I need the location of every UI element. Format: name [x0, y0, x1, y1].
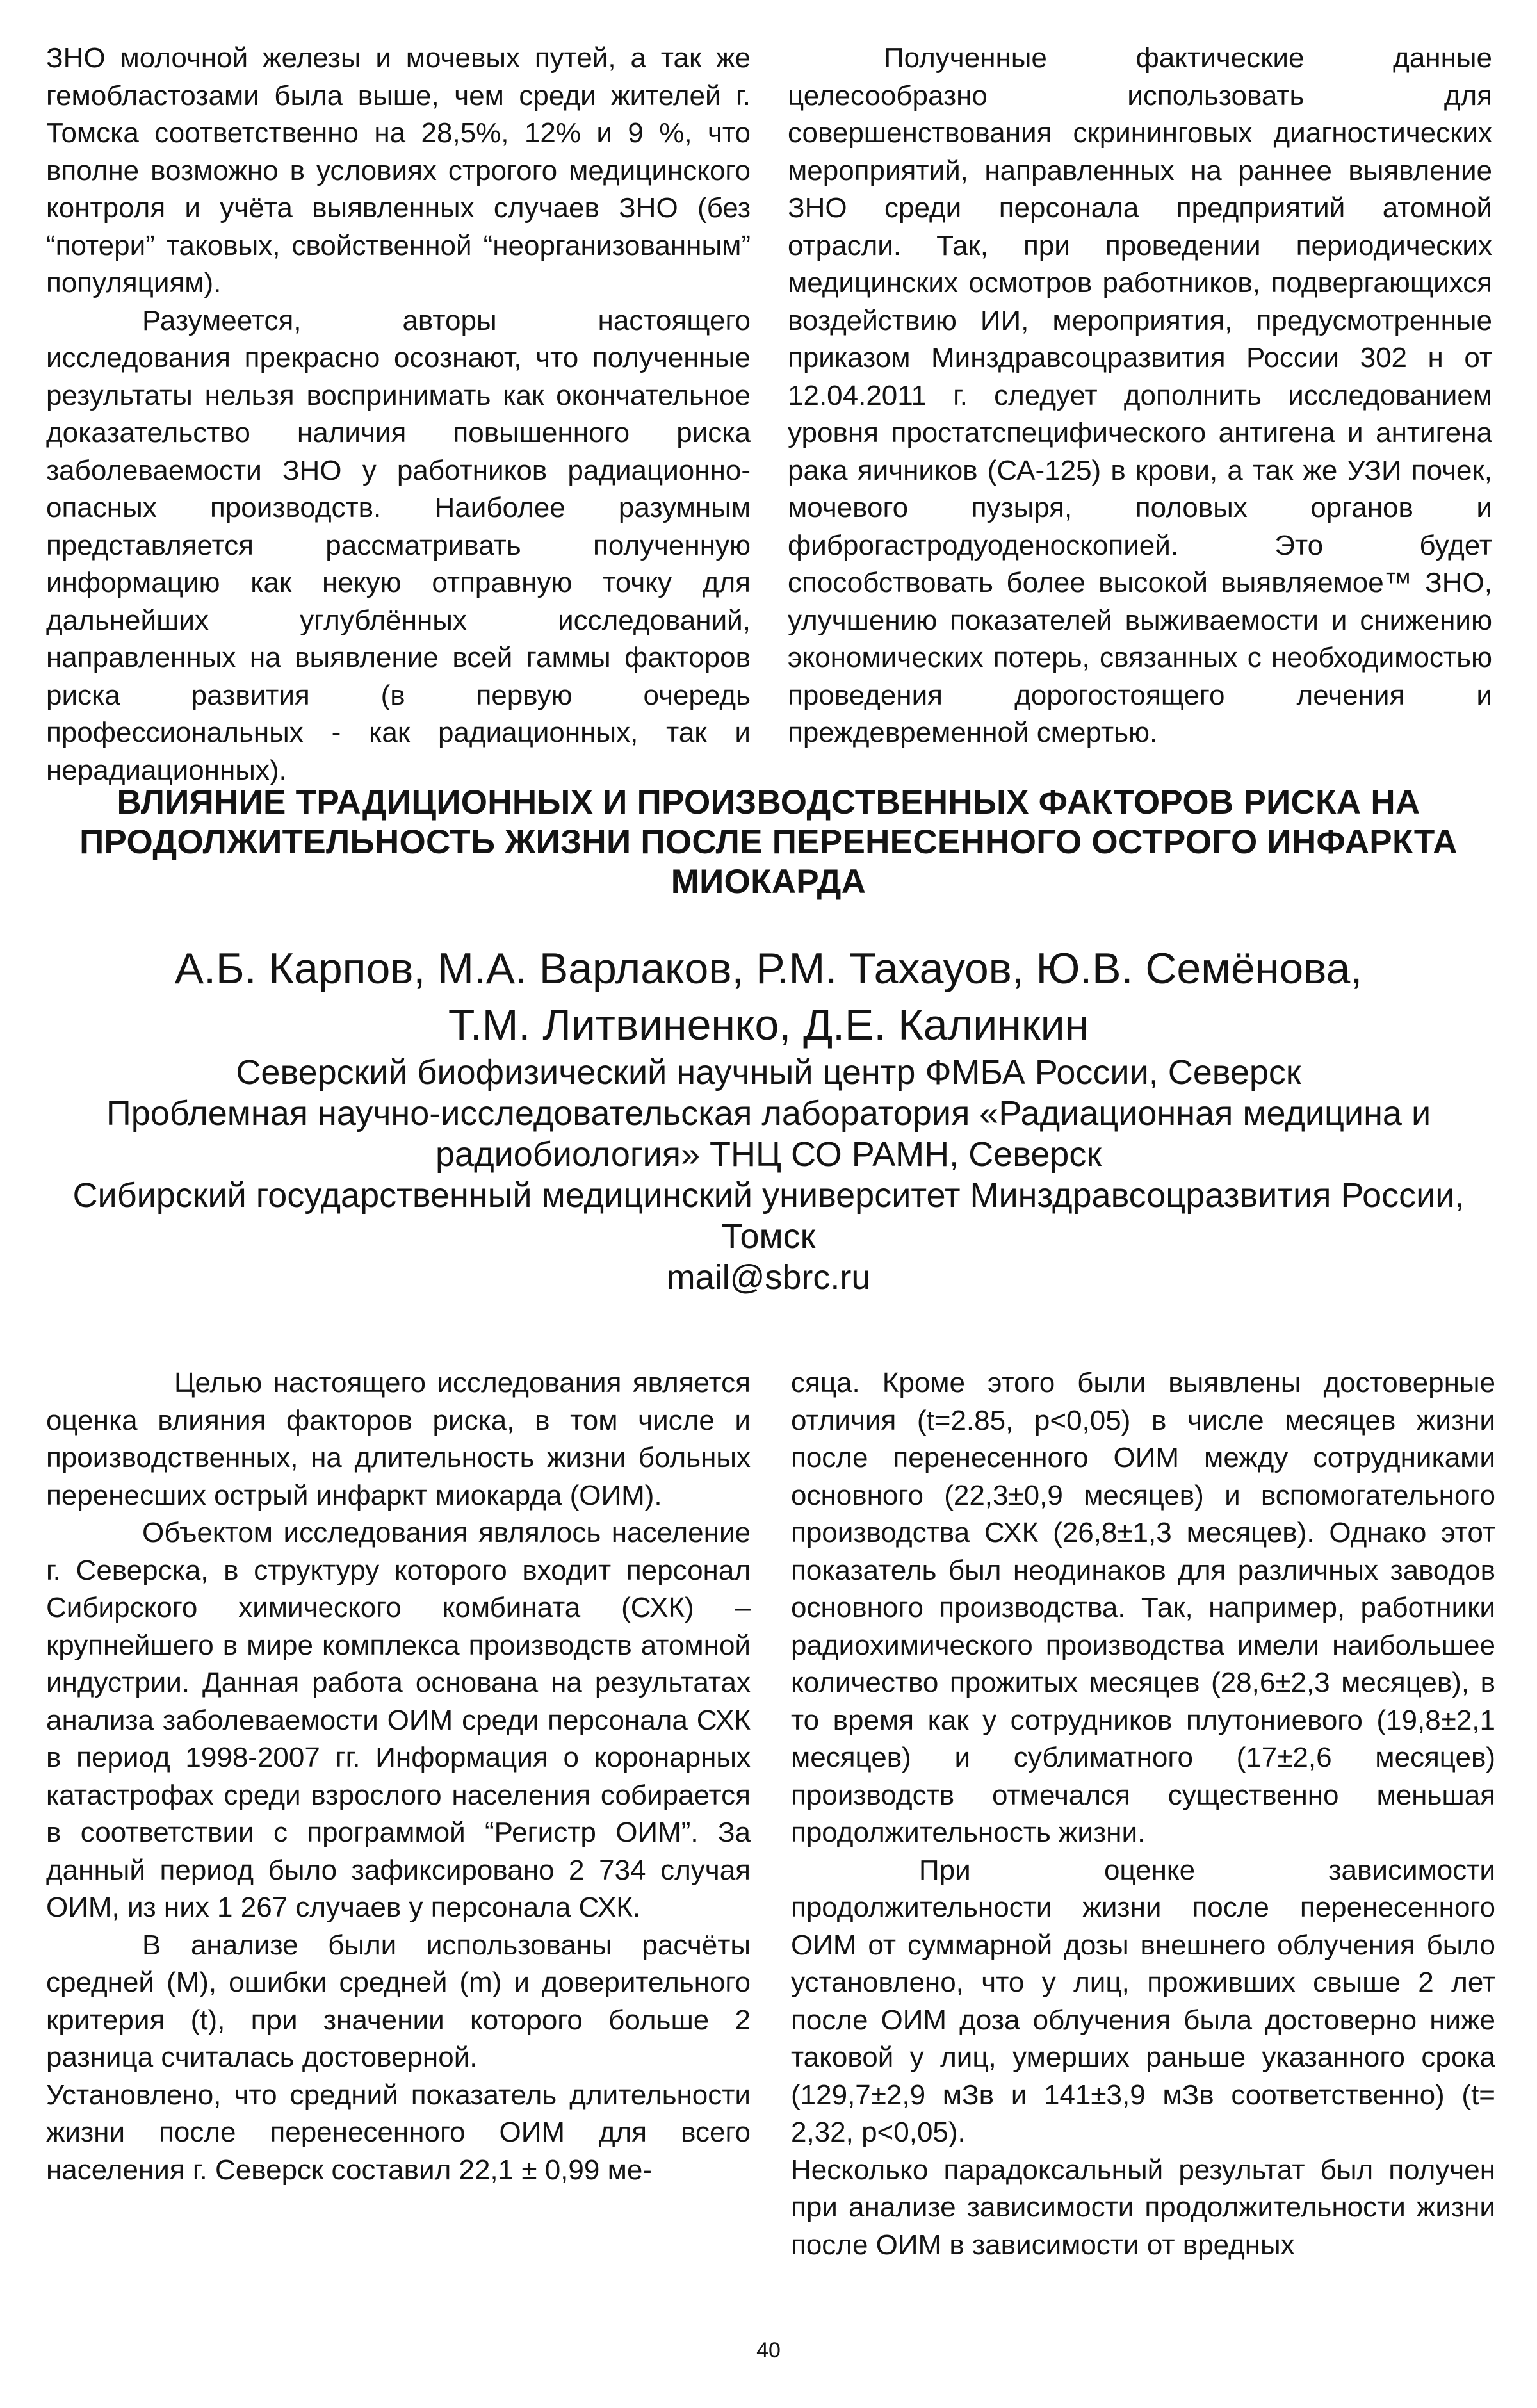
page-number: 40 — [756, 2338, 781, 2363]
affiliation: Проблемная научно-исследовательская лаборатория «Радиационная медицина и радиобиология» ТНЦ СО РАМН, Северск — [106, 1094, 1431, 1174]
paragraph: Несколько парадоксальный результат был получен при анализе зависимости продолжительности жизни после ОИМ в зависимости от вредных — [791, 2154, 1495, 2261]
author-line: Т.М. Литвиненко, Д.Е. Калинкин — [448, 1001, 1089, 1049]
paragraph: Целью настоящего исследования является оценка влияния факторов риска, в том числе и производственных, на длительность жизни больных перенесших острый инфаркт миокарда (ОИМ). — [46, 1367, 751, 1511]
paragraph: Полученные фактические данные целесообразно использовать для совершенствования скрининговых диагностических мероприятий, направленных на раннее выявление ЗНО среди персонала предприятий атомной отрасли. Так, при проведении периодических медицинских осмотров работников, подвергающихся воздействию ИИ, мероприятия, предусмотренные приказом Минздравсоцразвития России 302 н от 12.04.2011 г. следует дополнить исследованием уровня простатспецифического антигена и антигена рака яичников (СА-125) в крови, а так же УЗИ почек, мочевого пузыря, половых органов и фиброгастродуоденоскопией. Это будет способствовать более высокой выявляемое™ ЗНО, улучшению показателей выживаемости и снижению экономических потерь, связанных с необходимостью проведения дорогостоящего лечения и преждевременной смертью. — [788, 42, 1492, 748]
paragraph: При оценке зависимости продолжительности жизни после перенесенного ОИМ от суммарной дозы внешнего облучения было установлено, что у лиц, проживших свыше 2 лет после ОИМ доза облучения была достоверно ниже таковой у лиц, умерших раньше указанного срока (129,7±2,9 мЗв и 141±3,9 мЗв соответственно) (t= 2,32, р<0,05). — [791, 1854, 1495, 2148]
paragraph: сяца. Кроме этого были выявлены достоверные отличия (t=2.85, р<0,05) в числе месяцев жизни после перенесенного ОИМ между сотрудниками основного (22,3±0,9 месяцев) и вспомогательного производства СХК (26,8±1,3 месяцев). Однако этот показатель был неодинаков для различных заводов основного производства. Так, например, работники радиохимического производства имели наибольшее количество прожитых месяцев (28,6±2,3 месяцев), в то время как у сотрудников плутониевого (19,8±2,1 месяцев) и сублиматного (17±2,6 месяцев) производств отмечался существенно меньшая продолжительность жизни. — [791, 1367, 1495, 1848]
affiliation: Северский биофизический научный центр ФМБА России, Северск — [236, 1053, 1301, 1092]
paragraph: Разумеется, авторы настоящего исследования прекрасно осознают, что полученные результаты нельзя воспринимать как окончательное доказательство наличия повышенного риска заболеваемости ЗНО у работников радиационно-опасных производств. Наиболее разумным представляется рассматривать полученную информацию как некую отправную точку для дальнейших углублённых исследований, направленных на выявление всей гаммы факторов риска развития (в первую очередь профессиональных - как радиационных, так и нерадиационных). — [46, 304, 751, 786]
previous-article-right-column — [788, 40, 1492, 752]
affiliations — [45, 1052, 1492, 1298]
paragraph: Установлено, что средний показатель длительности жизни после перенесенного ОИМ для всего населения г. Северск составил 22,1 ± 0,99 ме- — [46, 2079, 751, 2186]
affiliation: Сибирский государственный медицинский университет Минздравсоцразвития России, Томск — [72, 1176, 1465, 1256]
paragraph: В анализе были использованы расчёты средней (М), ошибки средней (m) и доверительного критерия (t), при значении которого больше 2 разница считалась достоверной. — [46, 1929, 751, 2073]
paragraph: Объектом исследования являлось население г. Северска, в структуру которого входит персонал Сибирского химического комбината (СХК) – крупнейшего в мире комплекса производств атомной индустрии. Данная работа основана на результатах анализа заболеваемости ОИМ среди персонала СХК в период 1998-2007 гг. Информация о коронарных катастрофах среди взрослого населения собирается в соответствии с программой “Регистр ОИМ”. За данный период было зафиксировано 2 734 случая ОИМ, из них 1 267 случаев у персонала СХК. — [46, 1517, 751, 1923]
article-title: ВЛИЯНИЕ ТРАДИЦИОННЫХ И ПРОИЗВОДСТВЕННЫХ ФАКТОРОВ РИСКА НА ПРОДОЛЖИТЕЛЬНОСТЬ ЖИЗНИ ПОСЛЕ ПЕРЕНЕСЕННОГО ОСТРОГО ИНФАРКТА МИОКАРДА — [79, 783, 1458, 901]
author-list — [45, 940, 1492, 1053]
paragraph: ЗНО молочной железы и мочевых путей, а так же гемобластозами была выше, чем среди жителей г. Томска соответственно на 28,5%, 12% и 9 %, что вполне возможно в условиях строгого медицинского контроля и учёта выявленных случаев ЗНО (без “потери” таковых, свойственной “неорганизованным” популяциям). — [46, 42, 751, 299]
contact-email: mail@sbrc.ru — [666, 1258, 871, 1297]
article-right-column — [791, 1364, 1495, 2264]
author-line: А.Б. Карпов, М.А. Варлаков, Р.М. Тахауов, Ю.В. Семёнова, — [174, 944, 1363, 993]
article-left-column — [46, 1364, 751, 2189]
previous-article-left-column — [46, 40, 751, 789]
